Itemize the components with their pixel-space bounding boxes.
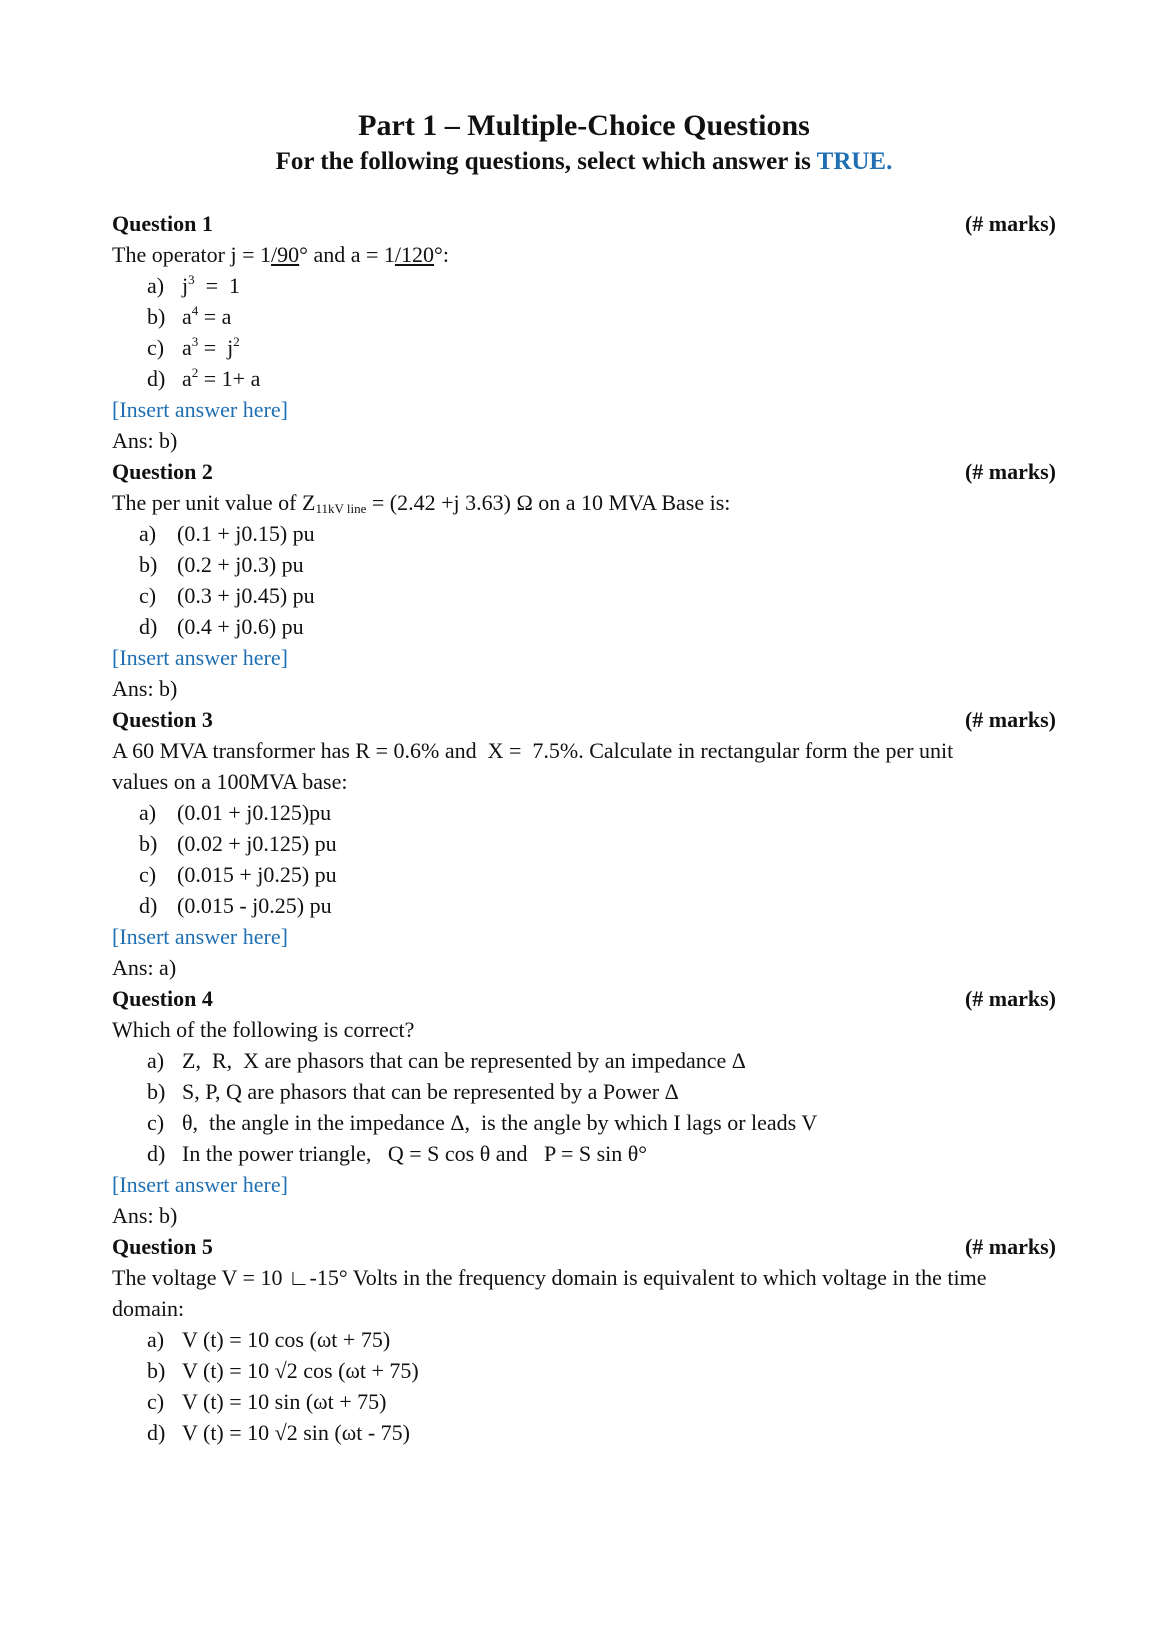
option-letter: c) — [147, 1110, 165, 1135]
question-header — [112, 704, 1056, 735]
question-header — [112, 208, 1056, 239]
option-text — [182, 332, 240, 363]
math-exponent: 2 — [233, 334, 240, 349]
option-letter: a) — [139, 800, 157, 825]
math-base: a — [182, 335, 192, 360]
math-base: a — [182, 366, 192, 391]
stem-text: °: — [434, 242, 449, 267]
option-text: (0.4 + j0.6) pu — [177, 614, 304, 639]
math-exponent: 4 — [191, 303, 199, 318]
math-rest: = a — [198, 304, 232, 329]
question-title: Question 3 — [112, 707, 213, 732]
stem-subscript: 11kV line — [315, 501, 367, 516]
option-letter: c) — [139, 862, 157, 887]
option-b[interactable] — [112, 301, 1056, 332]
option-letter: d) — [147, 366, 166, 391]
question-header — [112, 1231, 1056, 1262]
option-letter: c) — [147, 335, 165, 360]
marks-label: (# marks) — [964, 707, 1056, 732]
question-title: Question 1 — [112, 211, 213, 236]
option-a[interactable] — [112, 270, 1056, 301]
option-text: S, P, Q are phasors that can be represented by a Power Δ — [182, 1079, 679, 1104]
option-letter: d) — [139, 614, 158, 639]
option-text — [182, 363, 260, 394]
options-list — [112, 1045, 1056, 1169]
option-letter: a) — [147, 1327, 165, 1352]
stem-angle: /120 — [394, 242, 435, 267]
question-stem-continued: domain: — [112, 1296, 185, 1321]
option-text: (0.3 + j0.45) pu — [177, 583, 315, 608]
math-base: j — [182, 273, 189, 298]
question-list — [112, 208, 1056, 1448]
stem-text: ° and a = 1 — [299, 242, 395, 267]
insert-answer-placeholder[interactable]: [Insert answer here] — [112, 1172, 288, 1197]
insert-answer-placeholder[interactable]: [Insert answer here] — [112, 924, 288, 949]
option-text: (0.2 + j0.3) pu — [177, 552, 304, 577]
math-rest: = 1 — [194, 273, 241, 298]
answer-line: Ans: a) — [112, 955, 177, 980]
question-2 — [112, 456, 1056, 704]
subtitle-text: For the following questions, select which answer is — [275, 148, 817, 175]
option-letter: b) — [139, 831, 158, 856]
option-letter: a) — [147, 1048, 165, 1073]
question-title: Question 2 — [112, 459, 213, 484]
option-letter: c) — [147, 1389, 165, 1414]
option-b[interactable] — [112, 1355, 1056, 1386]
option-text: V (t) = 10 √2 cos (ωt + 75) — [182, 1358, 419, 1383]
question-4 — [112, 983, 1056, 1231]
question-title: Question 5 — [112, 1234, 213, 1259]
question-1 — [112, 208, 1056, 456]
document-page — [112, 108, 1056, 1448]
option-text: V (t) = 10 cos (ωt + 75) — [182, 1327, 391, 1352]
option-letter: b) — [147, 1079, 166, 1104]
math-rest: = j — [198, 335, 234, 360]
marks-label: (# marks) — [964, 211, 1056, 236]
option-letter: d) — [147, 1141, 166, 1166]
options-list — [112, 518, 1056, 642]
question-stem: A 60 MVA transformer has R = 0.6% and X = 7.5%. Calculate in rectangular form the per unit — [112, 738, 954, 763]
option-text: V (t) = 10 √2 sin (ωt - 75) — [182, 1420, 410, 1445]
option-b[interactable] — [112, 549, 1056, 580]
answer-line: Ans: b) — [112, 428, 178, 453]
option-d[interactable] — [112, 1138, 1056, 1169]
option-text: (0.02 + j0.125) pu — [177, 831, 337, 856]
stem-text: The per unit value of Z — [112, 490, 316, 515]
option-a[interactable] — [112, 797, 1056, 828]
option-c[interactable] — [112, 580, 1056, 611]
option-c[interactable] — [112, 859, 1056, 890]
option-text — [182, 301, 231, 332]
math-base: a — [182, 304, 192, 329]
stem-text: The operator j = 1 — [112, 242, 272, 267]
option-text: Z, R, X are phasors that can be represented by an impedance Δ — [182, 1048, 746, 1073]
option-a[interactable] — [112, 1045, 1056, 1076]
stem-text: = (2.42 +j 3.63) Ω on a 10 MVA Base is: — [366, 490, 731, 515]
option-text: V (t) = 10 sin (ωt + 75) — [182, 1389, 387, 1414]
option-text: In the power triangle, Q = S cos θ and P = S sin θ° — [182, 1141, 648, 1166]
page-subtitle — [112, 146, 1056, 178]
option-text: (0.015 + j0.25) pu — [177, 862, 337, 887]
option-letter: a) — [139, 521, 157, 546]
option-c[interactable] — [112, 1386, 1056, 1417]
math-exponent: 3 — [188, 272, 195, 287]
options-list — [112, 797, 1056, 921]
question-title: Question 4 — [112, 986, 213, 1011]
options-list — [112, 1324, 1056, 1448]
question-stem: Which of the following is correct? — [112, 1017, 415, 1042]
math-rest: = 1+ a — [198, 366, 261, 391]
insert-answer-placeholder[interactable]: [Insert answer here] — [112, 645, 288, 670]
option-d[interactable] — [112, 1417, 1056, 1448]
option-letter: b) — [147, 1358, 166, 1383]
insert-answer-placeholder[interactable]: [Insert answer here] — [112, 397, 288, 422]
question-stem: The voltage V = 10 ∟-15° Volts in the frequency domain is equivalent to which voltage in the time — [112, 1265, 987, 1290]
options-list — [112, 270, 1056, 394]
subtitle-emphasis: TRUE. — [816, 148, 893, 175]
option-c[interactable] — [112, 332, 1056, 363]
option-a[interactable] — [112, 1324, 1056, 1355]
option-letter: b) — [147, 304, 166, 329]
option-text — [182, 270, 240, 301]
option-letter: b) — [139, 552, 158, 577]
stem-angle: /90 — [271, 242, 300, 267]
option-letter: c) — [139, 583, 157, 608]
question-header — [112, 983, 1056, 1014]
option-text: θ, the angle in the impedance Δ, is the angle by which I lags or leads V — [182, 1110, 818, 1135]
option-d[interactable] — [112, 890, 1056, 921]
answer-line: Ans: b) — [112, 1203, 178, 1228]
question-stem-continued: values on a 100MVA base: — [112, 769, 348, 794]
option-text: (0.01 + j0.125)pu — [177, 800, 332, 825]
question-stem — [112, 239, 1056, 270]
option-d[interactable] — [112, 363, 1056, 394]
option-letter: a) — [147, 273, 165, 298]
question-header — [112, 456, 1056, 487]
option-text: (0.1 + j0.15) pu — [177, 521, 315, 546]
option-letter: d) — [147, 1420, 166, 1445]
option-letter: d) — [139, 893, 158, 918]
page-title: Part 1 – Multiple-Choice Questions — [358, 109, 810, 142]
option-text: (0.015 - j0.25) pu — [177, 893, 332, 918]
marks-label: (# marks) — [964, 986, 1056, 1011]
question-5 — [112, 1231, 1056, 1448]
option-b[interactable] — [112, 1076, 1056, 1107]
math-exponent: 2 — [191, 365, 199, 380]
question-stem — [112, 487, 1056, 518]
question-3 — [112, 704, 1056, 983]
answer-line: Ans: b) — [112, 676, 178, 701]
option-c[interactable] — [112, 1107, 1056, 1138]
option-d[interactable] — [112, 611, 1056, 642]
math-exponent: 3 — [191, 334, 199, 349]
option-b[interactable] — [112, 828, 1056, 859]
option-a[interactable] — [112, 518, 1056, 549]
marks-label: (# marks) — [964, 459, 1056, 484]
marks-label: (# marks) — [964, 1234, 1056, 1259]
